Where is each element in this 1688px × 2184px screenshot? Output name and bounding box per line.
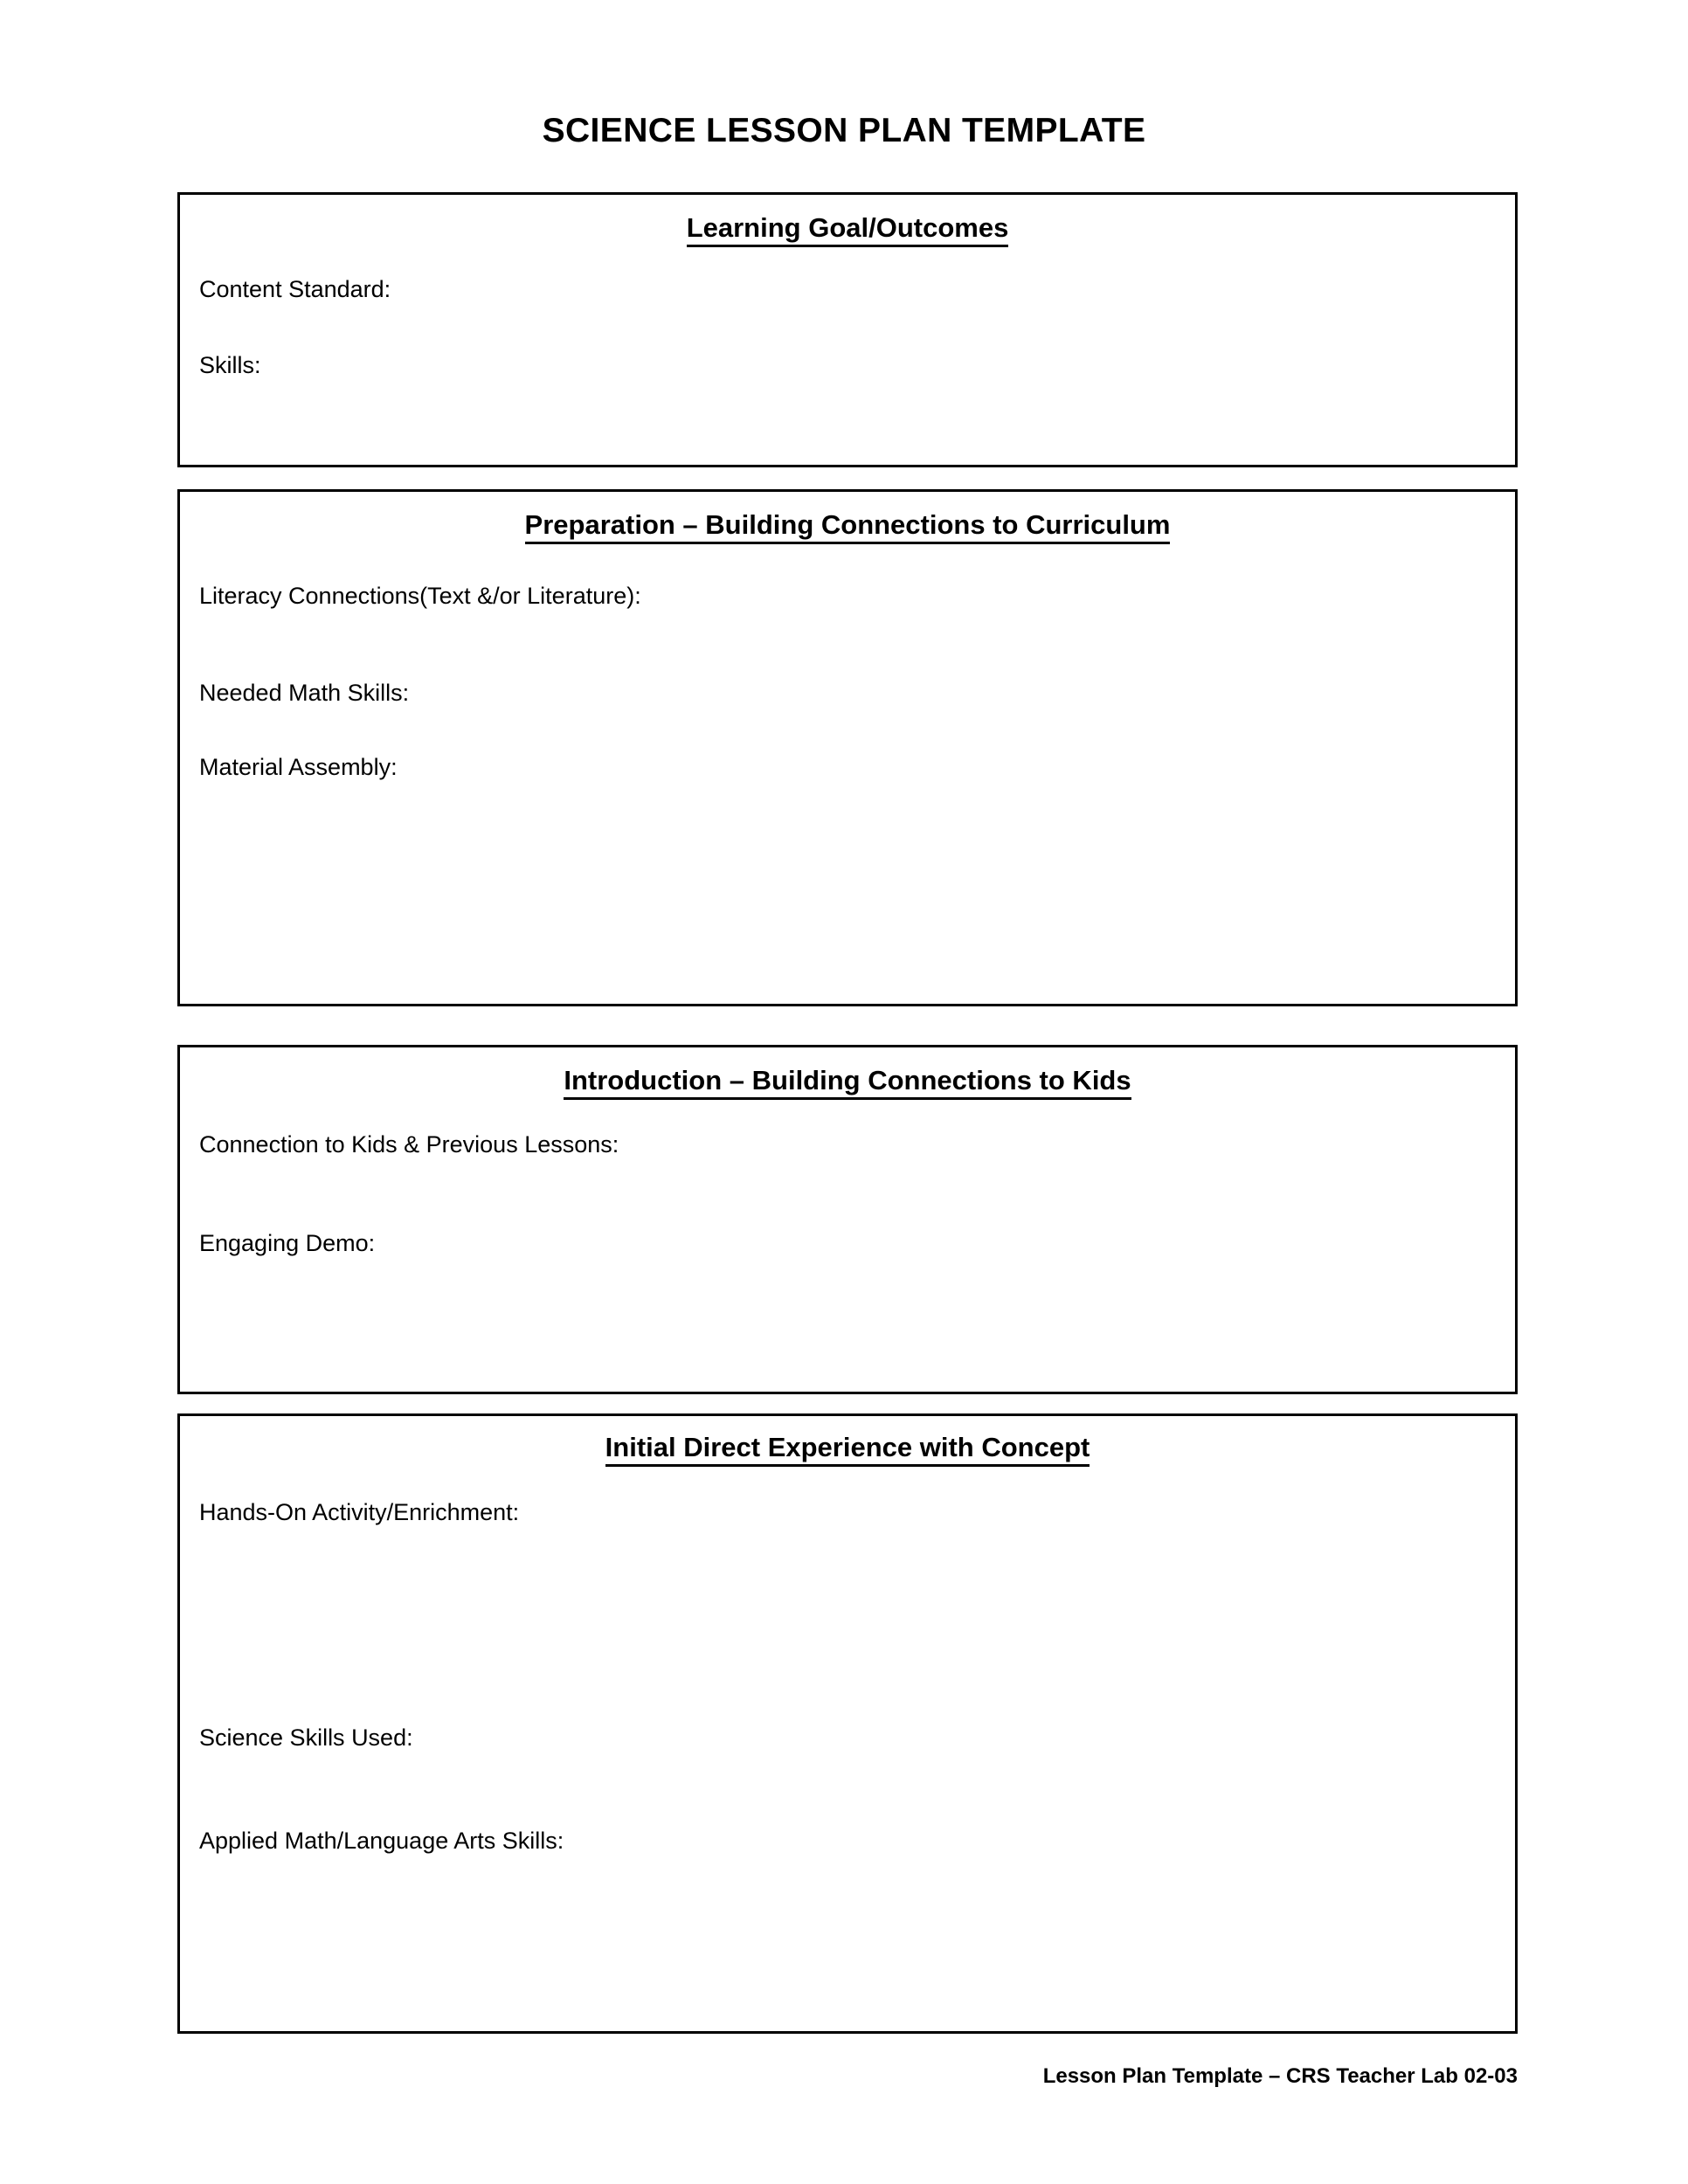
- section-heading-text: Initial Direct Experience with Concept: [605, 1432, 1090, 1467]
- field-label-needed-math-skills: Needed Math Skills:: [199, 680, 410, 706]
- field-label-material-assembly: Material Assembly:: [199, 754, 398, 780]
- field-label-literacy-connections: Literacy Connections(Text &/or Literature):: [199, 583, 641, 609]
- field-label-skills: Skills:: [199, 352, 261, 378]
- section-preparation-building-connections-to-curriculum: [177, 489, 1518, 1006]
- field-label-science-skills-used: Science Skills Used:: [199, 1724, 413, 1751]
- field-label-engaging-demo: Engaging Demo:: [199, 1230, 376, 1256]
- section-heading-learning-goal-outcomes: [180, 212, 1515, 247]
- section-initial-direct-experience-with-concept: [177, 1413, 1518, 2034]
- section-heading-preparation: [180, 509, 1515, 544]
- page-footer: Lesson Plan Template – CRS Teacher Lab 02-03: [1042, 2064, 1518, 2088]
- section-heading-text: Introduction – Building Connections to Kids: [564, 1065, 1131, 1100]
- field-label-content-standard: Content Standard:: [199, 276, 391, 302]
- section-heading-introduction: [180, 1065, 1515, 1100]
- section-heading-text: Preparation – Building Connections to Curriculum: [525, 509, 1171, 544]
- field-label-hands-on-activity: Hands-On Activity/Enrichment:: [199, 1499, 520, 1525]
- field-label-applied-math-language-arts-skills: Applied Math/Language Arts Skills:: [199, 1828, 564, 1854]
- page-title: SCIENCE LESSON PLAN TEMPLATE: [542, 112, 1146, 149]
- section-introduction-building-connections-to-kids: [177, 1045, 1518, 1394]
- section-heading-initial-direct-experience: [180, 1432, 1515, 1467]
- field-label-connection-to-kids: Connection to Kids & Previous Lessons:: [199, 1131, 619, 1158]
- section-learning-goal-outcomes: [177, 192, 1518, 467]
- section-heading-text: Learning Goal/Outcomes: [687, 212, 1009, 247]
